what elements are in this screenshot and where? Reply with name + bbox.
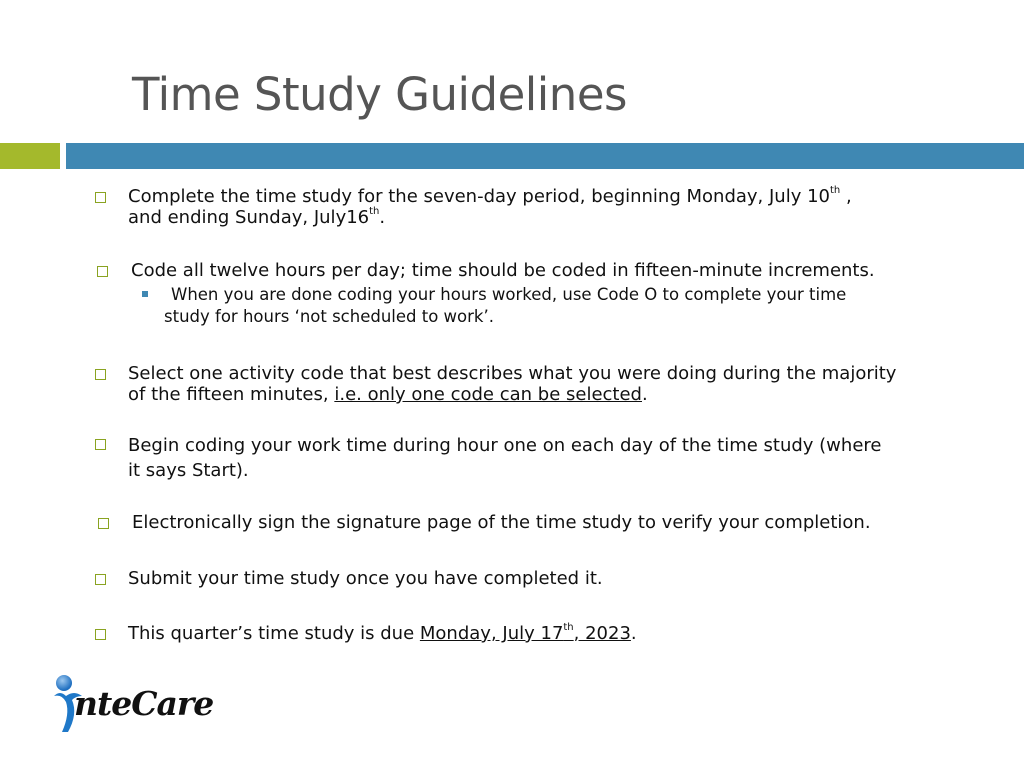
text: , 2023 [573, 623, 631, 644]
sub-bullet-icon [142, 291, 148, 297]
text: When you are done coding your hours worked, use Code O to complete your time [171, 285, 847, 304]
bullet-icon [97, 266, 108, 277]
text: Complete the time study for the seven-day period, beginning Monday, July 10 [128, 186, 830, 207]
bullet-item-code-hours: Code all twelve hours per day; time should be coded in fifteen-minute increments. [131, 260, 875, 281]
bullet-icon [98, 518, 109, 529]
bullet-icon [95, 439, 106, 450]
text: study for hours ‘not scheduled to work’. [164, 307, 494, 326]
bullet-item-begin-coding [128, 433, 881, 483]
text: i.e. only one code can be selected [334, 384, 642, 405]
text: of the fifteen minutes, [128, 384, 335, 405]
bullet-item-sign: Electronically sign the signature page of the time study to verify your completion. [132, 512, 871, 533]
accent-bar-blue [66, 143, 1024, 169]
bullet-item-submit: Submit your time study once you have completed it. [128, 568, 603, 589]
text: . [642, 384, 648, 405]
page-title: Time Study Guidelines [132, 68, 627, 121]
sub-bullet-item-code-o [164, 284, 847, 328]
bullet-icon [95, 574, 106, 585]
text: and ending Sunday, July16 [128, 207, 370, 228]
bullet-icon [95, 192, 106, 203]
text: th [563, 622, 574, 633]
intecare-logo [52, 674, 214, 734]
text: . [630, 623, 637, 644]
bullet-item-select-code [128, 363, 896, 405]
bullet-item-due-date [128, 623, 637, 644]
text: Begin coding your work time during hour one on each day of the time study (where [128, 435, 882, 456]
logo-text: nteCare [74, 684, 214, 723]
accent-bar-green [0, 143, 60, 169]
bullet-icon [95, 629, 106, 640]
text: Select one activity code that best describes what you were doing during the majority [128, 363, 897, 384]
text: , [840, 186, 852, 207]
bullet-icon [95, 369, 106, 380]
text: th [830, 185, 841, 196]
text: th [369, 206, 380, 217]
due-date: Monday, July 17 [419, 623, 564, 644]
text: it says Start). [128, 460, 249, 481]
text: This quarter’s time study is due [128, 623, 420, 644]
text: . [379, 207, 386, 228]
bullet-item-period [128, 186, 852, 228]
